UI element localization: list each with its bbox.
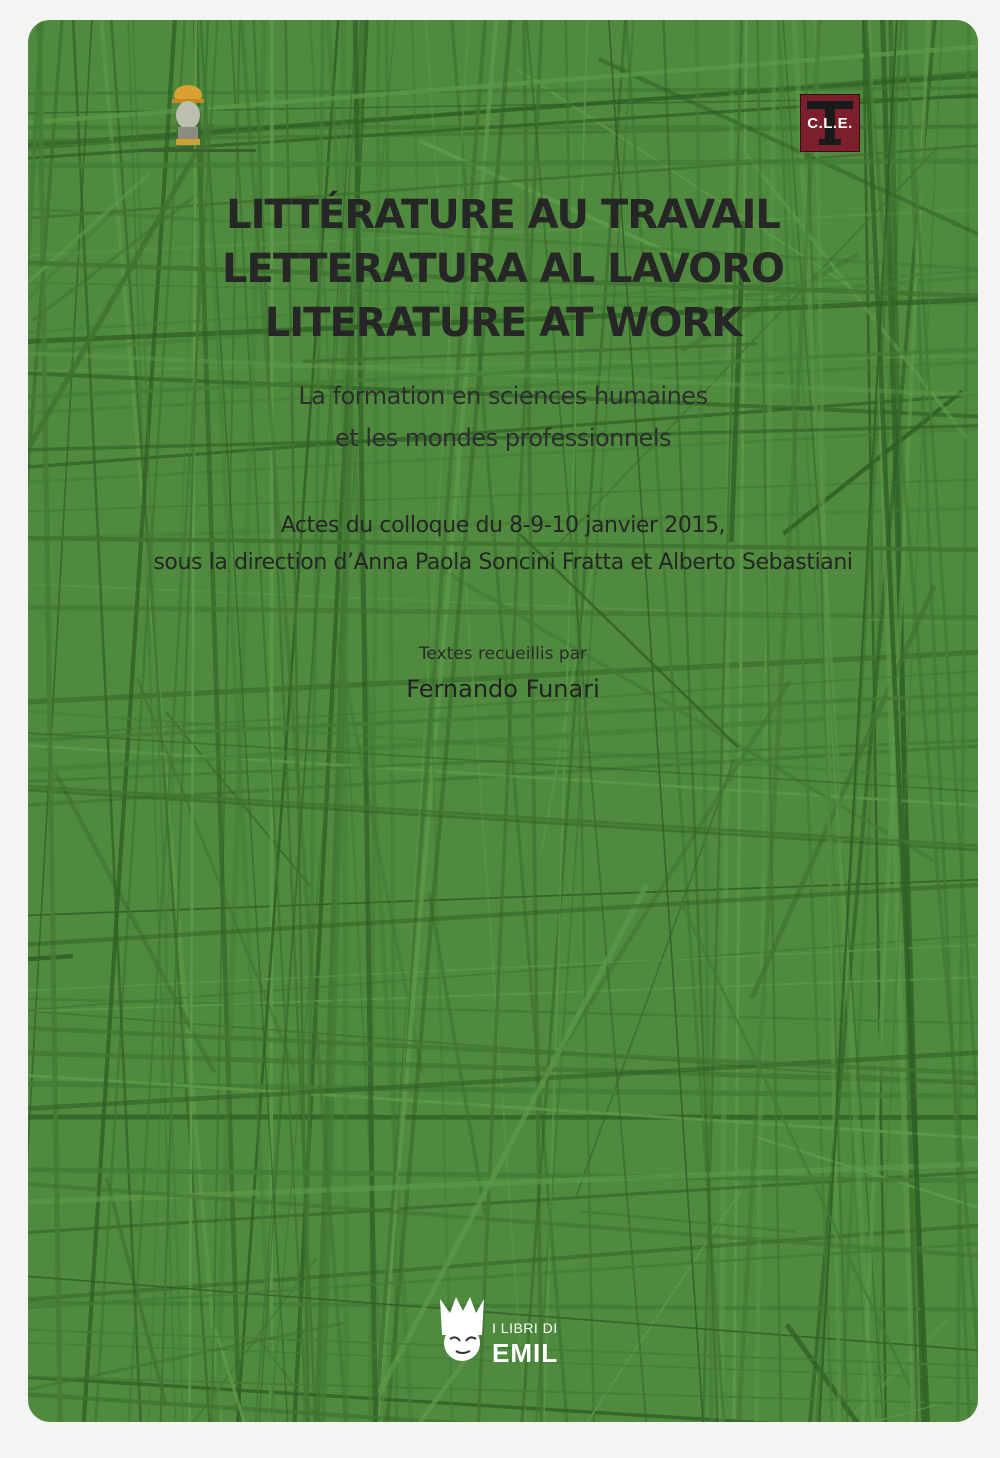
publisher-top-label: I LIBRI DI [492,1320,558,1336]
proceedings-line-1: Actes du colloque du 8-9-10 janvier 2015, [280,513,726,538]
collected-by-label: Textes recueillis par [418,644,588,664]
sculpted-head-with-hardhat-logo [136,75,261,155]
subtitle-line-2: et les mondes professionnels [335,424,671,452]
title-line-3: LITERATURE AT WORK [264,300,742,346]
subtitle-line-1: La formation en sciences humaines [298,382,708,410]
title-line-1: LITTÉRATURE AU TRAVAIL [226,192,780,238]
publisher-name: EMIL [492,1338,559,1368]
cle-logo [800,94,860,152]
proceedings-line-2: sous la direction d’Anna Paola Soncini Fratta et Alberto Sebastiani [153,550,853,575]
cle-label: C.L.E. [807,115,853,132]
jester-mask-icon [436,1295,488,1365]
book-cover [28,20,978,1422]
editor-name: Fernando Funari [406,675,600,703]
title-line-2: LETTERATURA AL LAVORO [222,246,784,292]
